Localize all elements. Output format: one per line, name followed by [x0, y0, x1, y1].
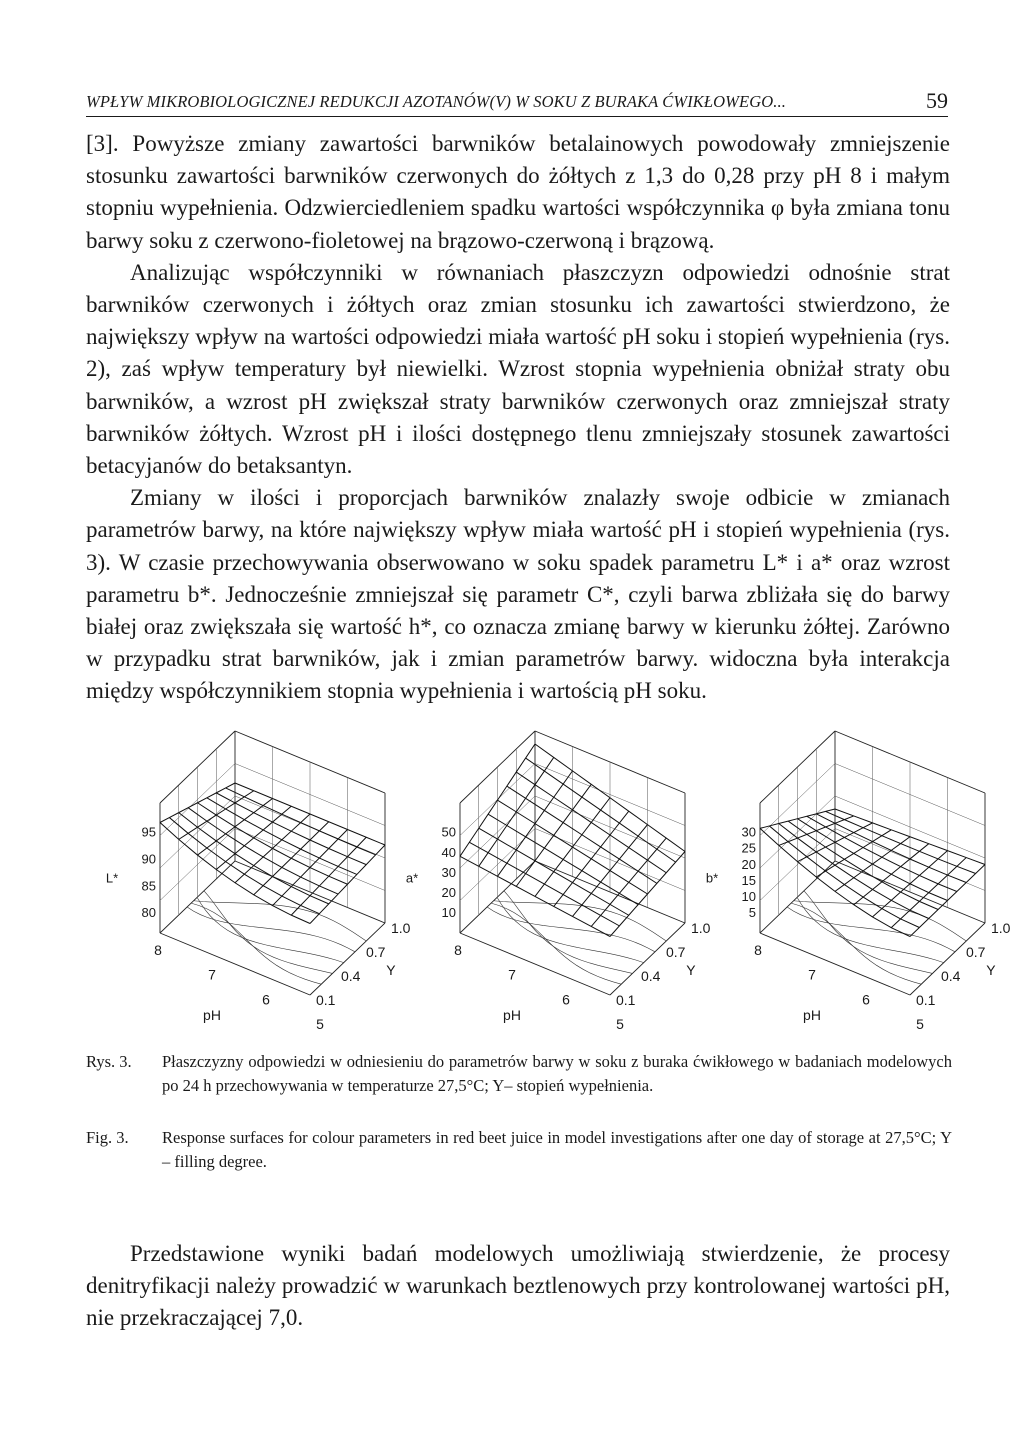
ph-tick-label: 6	[262, 991, 270, 1008]
surface-mesh-line	[469, 842, 619, 926]
surface-mesh-line	[788, 821, 938, 909]
ph-tick-label: 7	[508, 966, 516, 983]
z-tick-label: 30	[741, 824, 756, 840]
z-axis-label: L*	[105, 870, 119, 886]
ph-tick-label: 5	[616, 1016, 624, 1032]
ph-axis-label: pH	[803, 1006, 821, 1023]
ph-tick-label: 8	[154, 942, 162, 958]
y-tick-label: 0.1	[916, 992, 936, 1008]
ph-tick-label: 7	[208, 966, 216, 983]
paragraph-2: Analizując współczynniki w równaniach płaszczyzn odpowiedzi odnośnie strat barwników czerwonych i żółtych oraz zmian stosunku ich zawartości stwierdzono, że największy wpływ na wartości odpowiedzi miała wartość pH soku i stopień wypełnienia (rys. 2), zaś wpływ temperatury był niewielki. Wzrost stopnia wypełnienia obniżał straty obu barwników, a wzrost pH zwiększał straty barwników czerwonych oraz zmniejszał straty barwników żółtych. Wzrost pH i ilości dostępnego tlenu zmniejszały stosunek zawartości betacyjanów do betaksantyn.	[86, 259, 950, 479]
y-tick-label: 0.1	[316, 992, 336, 1008]
floor-contour	[797, 897, 944, 962]
y-tick-label: 0.7	[966, 944, 986, 960]
y-tick-label: 0.4	[341, 968, 361, 984]
response-surface-plot-astar	[370, 755, 711, 1055]
z-tick-label: 30	[441, 864, 456, 880]
page-number: 59	[926, 88, 948, 113]
caption-pl	[86, 1050, 952, 1098]
box-edge	[460, 933, 610, 995]
caption-pl-label: Rys. 3.	[86, 1052, 132, 1071]
closing-paragraph: Przedstawione wyniki badań modelowych umożliwiają stwierdzenie, że procesy denitryfikacji należy prowadzić w warunkach beztlenowych przy kontrolowanej wartości pH, nie przekraczającej 7,0.	[86, 1241, 950, 1331]
z-tick-label: 90	[141, 851, 156, 867]
caption-en-text: Response surfaces for colour parameters in red beet juice in model investigations after one day of storage at 27,5°C; Y – filling degree.	[162, 1128, 952, 1171]
z-tick-label: 25	[741, 840, 756, 856]
body-text	[86, 128, 950, 708]
paragraph-1: [3]. Powyższe zmiany zawartości barwników betalainowych powodowały zmniejszenie stosunku zawartości barwników czerwonych do żółtych z 1,3 do 0,28 przy pH 8 i małym stopniu wypełnienia. Odzwierciedleniem spadku wartości współczynnika φ była zmiana tonu barwy soku z czerwono-fioletowej na brązowo-czerwoną i brązową.	[86, 131, 950, 253]
y-tick-label: 0.7	[666, 944, 686, 960]
z-axis-label: a*	[405, 870, 419, 886]
ph-axis-label: pH	[503, 1006, 521, 1023]
y-axis-label: Y	[686, 961, 696, 978]
z-tick-label: 50	[441, 824, 456, 840]
z-tick-label: 20	[441, 885, 456, 901]
response-surface-plot-bstar	[670, 755, 1011, 1055]
floor-contour	[804, 891, 933, 974]
figure-3	[70, 755, 1011, 1055]
running-header	[86, 88, 948, 117]
surface-mesh-line	[816, 814, 966, 883]
z-tick-label: 80	[141, 905, 156, 921]
floor-contour	[197, 897, 344, 962]
y-tick-label: 0.7	[366, 944, 386, 960]
ph-tick-label: 8	[754, 942, 762, 958]
ph-tick-label: 5	[916, 1016, 924, 1032]
ph-tick-label: 7	[808, 966, 816, 983]
floor-contour	[187, 907, 355, 952]
z-tick-label: 15	[741, 872, 756, 888]
box-edge	[760, 933, 910, 995]
y-tick-label: 0.1	[616, 992, 636, 1008]
caption-pl-text: Płaszczyzny odpowiedzi w odniesieniu do parametrów barwy w soku z buraka ćwikłowego w badaniach modelowych po 24 h przechowywania w temperaturze 27,5°C; Y– stopień wypełnienia.	[162, 1052, 952, 1095]
y-tick-label: 1.0	[991, 920, 1011, 936]
ph-tick-label: 5	[316, 1016, 324, 1032]
response-surface-plot-lstar	[70, 755, 411, 1055]
y-tick-label: 1.0	[691, 920, 711, 936]
caption-en	[86, 1126, 952, 1174]
z-tick-label: 40	[441, 844, 456, 860]
paragraph-3: Zmiany w ilości i proporcjach barwników znalazły swoje odbicie w zmianach parametrów barwy, na które największy wpływ miała wartość pH i stopień wypełnienia (rys. 3). W czasie przechowywania obserwowano w soku spadek parametru L* i a* oraz wzrost parametru b*. Jednocześnie zmniejszał się parametr C*, czyli barwa zbliżała się do barwy białej oraz zwiększała się wartość h*, co oznacza zmianę barwy w kierunku żółtej. Zarówno w przypadku strat barwników, jak i zmian parametrów barwy. widoczna była interakcja między współczynnikiem stopnia wypełnienia i wartością pH soku.	[86, 485, 950, 704]
floor-contour	[504, 891, 633, 974]
floor-contour	[787, 907, 955, 952]
z-tick-label: 20	[741, 856, 756, 872]
ph-axis-label: pH	[203, 1006, 221, 1023]
ph-tick-label: 8	[454, 942, 462, 958]
y-axis-label: Y	[386, 961, 396, 978]
surface-mesh-line	[826, 811, 976, 873]
caption-en-label: Fig. 3.	[86, 1128, 129, 1147]
z-tick-label: 10	[741, 889, 756, 905]
y-axis-label: Y	[986, 961, 996, 978]
z-tick-label: 95	[141, 824, 156, 840]
y-tick-label: 1.0	[391, 920, 411, 936]
z-tick-label: 5	[748, 905, 756, 921]
z-tick-label: 85	[141, 878, 156, 894]
z-axis-label: b*	[705, 870, 719, 886]
y-tick-label: 0.4	[941, 968, 961, 984]
ph-tick-label: 6	[562, 991, 570, 1008]
ph-tick-label: 6	[862, 991, 870, 1008]
floor-contour	[497, 897, 644, 962]
z-tick-label: 10	[441, 905, 456, 921]
box-edge	[160, 933, 310, 995]
running-title: WPŁYW MIKROBIOLOGICZNEJ REDUKCJI AZOTANÓW(V) W SOKU Z BURAKA ĆWIKŁOWEGO...	[86, 92, 786, 111]
y-tick-label: 0.4	[641, 968, 661, 984]
